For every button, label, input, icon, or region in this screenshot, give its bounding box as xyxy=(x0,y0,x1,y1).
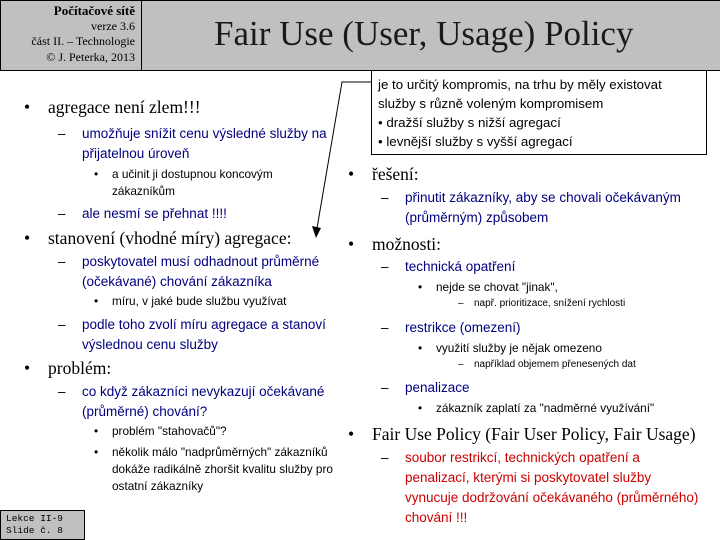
sub-bullet: – poskytovatel musí odhadnout průměrné (očekávané) chování zákazníka xyxy=(58,254,320,289)
detail-bullet: • několik málo "nadprůměrných" zákazníků dokáže radikálně zhoršit kvalitu služby pro ostatní zákazníky xyxy=(94,445,333,493)
detail-sub-bullet: – například objemem přenesených dat xyxy=(458,359,636,370)
detail-sub-bullet: – např. prioritizace, snížení rychlosti xyxy=(458,298,626,309)
bullet-options: • možnosti: xyxy=(348,234,442,254)
detail-bullet: • a učinit ji dostupnou koncovým zákazníkům xyxy=(94,167,273,198)
sub-bullet: – penalizace xyxy=(381,380,470,395)
callout-box xyxy=(371,70,707,155)
sub-bullet: – ale nesmí se přehnat !!!! xyxy=(58,206,227,221)
sub-bullet: – přinutit zákazníky, aby se chovali očekávaným (průměrným) způsobem xyxy=(381,190,681,225)
sub-bullet: – technická opatření xyxy=(381,259,516,274)
bullet-problem: • problém: xyxy=(24,358,112,378)
sub-bullet: – soubor restrikcí, technických opatření a penalizací, kterými si poskytovatel služby vynucuje dodržování očekávaného (průměrného) chování !!! xyxy=(381,450,699,525)
detail-bullet: • nejde se chovat "jinak", xyxy=(418,280,558,294)
course-author: © J. Peterka, 2013 xyxy=(46,49,135,64)
detail-bullet: • zákazník zaplatí za "nadměrné využívání" xyxy=(418,401,655,415)
callout-line: • levnější služby s vyšší agregací xyxy=(378,134,573,149)
sub-bullet: – umožňuje snížit cenu výsledné služby na přijatelnou úroveň xyxy=(58,126,327,161)
bullet-fair-use-policy: • Fair Use Policy (Fair User Policy, Fair Usage) xyxy=(348,424,696,444)
bullet-aggregation-level: • stanovení (vhodné míry) agregace: xyxy=(24,228,292,248)
course-info-box xyxy=(0,0,142,71)
callout-line: služby s různě voleným kompromisem xyxy=(378,96,604,111)
slide-number: Slide č. 8 xyxy=(6,525,64,536)
slide-footer xyxy=(0,510,85,540)
slide-title: Fair Use (User, Usage) Policy xyxy=(214,14,634,53)
sub-bullet: – restrikce (omezení) xyxy=(381,320,521,335)
detail-bullet: • využití služby je nějak omezeno xyxy=(418,341,602,355)
bullet-aggregation: • agregace není zlem!!! xyxy=(24,97,201,117)
course-part: část II. – Technologie xyxy=(31,34,135,48)
detail-bullet: • problém "stahovačů"? xyxy=(94,424,227,438)
lesson-number: Lekce II-9 xyxy=(6,513,64,524)
detail-bullet: • míru, v jaké bude službu využívat xyxy=(94,294,287,308)
sub-bullet: – co když zákazníci nevykazují očekávané (průměrné) chování? xyxy=(58,384,325,419)
bullet-solution: • řešení: xyxy=(348,164,419,184)
callout-line: je to určitý kompromis, na trhu by měly existovat xyxy=(378,77,662,92)
callout-line: • dražší služby s nižší agregací xyxy=(378,115,561,130)
sub-bullet: – podle toho zvolí míru agregace a stanoví výslednou cenu služby xyxy=(58,317,326,352)
course-version: verze 3.6 xyxy=(91,18,135,33)
course-name: Počítačové sítě xyxy=(53,3,135,18)
